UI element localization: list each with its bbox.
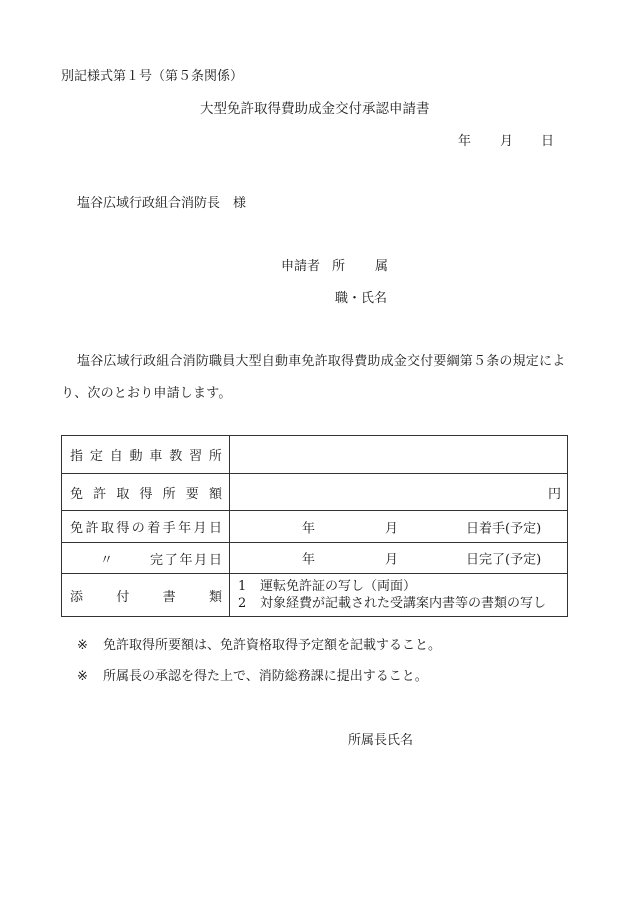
date-year-label: 年 xyxy=(458,134,472,149)
row-end-date xyxy=(62,543,568,574)
end-day-label: 日完了(予定) xyxy=(466,552,542,568)
title-name-label: 職・氏名 xyxy=(335,291,388,306)
field-end-date[interactable] xyxy=(230,543,568,574)
row-driving-school xyxy=(62,436,568,474)
label-license-cost: 免 許 取 得 所 要 額 xyxy=(62,474,230,511)
affiliation-label-2: 属 xyxy=(375,259,389,274)
start-year-label: 年 xyxy=(302,521,316,536)
affiliation-label-1: 所 xyxy=(332,259,346,274)
label-start-date: 免 許 取 得 の 着 手 年 月 日 xyxy=(62,511,230,543)
application-table xyxy=(61,435,568,617)
end-year-label: 年 xyxy=(302,552,316,568)
addressee: 塩谷広域行政組合消防長 様 xyxy=(77,196,247,211)
start-month-label: 月 xyxy=(385,521,399,536)
note-mark-icon: ※ xyxy=(77,638,88,653)
row-start-date xyxy=(62,511,568,543)
note-mark-icon: ※ xyxy=(77,669,88,684)
chief-name-label: 所属長氏名 xyxy=(348,733,414,748)
form-number-label: 別記様式第１号（第５条関係） xyxy=(61,69,244,84)
list-item: 2 対象経費が記載された受講案内書等の書類の写し xyxy=(238,596,547,611)
row-attachments xyxy=(62,574,568,617)
label-end-date: 〃 完 了 年 月 日 xyxy=(62,543,230,574)
body-paragraph: 塩谷広域行政組合消防職員大型自動車免許取得費助成金交付要綱第５条の規定により、次のとおり申請します。 xyxy=(61,354,566,401)
list-item: 1 運転免許証の写し（両面） xyxy=(238,579,417,594)
field-start-date[interactable] xyxy=(230,511,568,543)
row-license-cost xyxy=(62,474,568,511)
yen-unit: 円 xyxy=(547,486,561,502)
applicant-label: 申請者 xyxy=(281,259,321,274)
field-license-cost[interactable] xyxy=(230,474,568,511)
start-day-label: 日着手(予定) xyxy=(466,521,542,536)
label-attachments: 添 付 書 類 xyxy=(62,574,230,617)
date-day-label: 日 xyxy=(541,134,555,149)
attachments-list xyxy=(230,574,568,617)
note-1: ※ 免許取得所要額は、免許資格取得予定額を記載すること。 xyxy=(77,638,442,653)
document-title: 大型免許取得費助成金交付承認申請書 xyxy=(200,101,430,117)
date-month-label: 月 xyxy=(500,134,514,149)
field-driving-school[interactable] xyxy=(230,436,568,474)
ditto-mark: 〃 xyxy=(100,552,114,568)
end-month-label: 月 xyxy=(385,552,399,568)
label-driving-school: 指 定 自 動 車 教 習 所 xyxy=(62,436,230,474)
note-2: ※ 所属長の承認を得た上で、消防総務課に提出すること。 xyxy=(77,669,428,684)
